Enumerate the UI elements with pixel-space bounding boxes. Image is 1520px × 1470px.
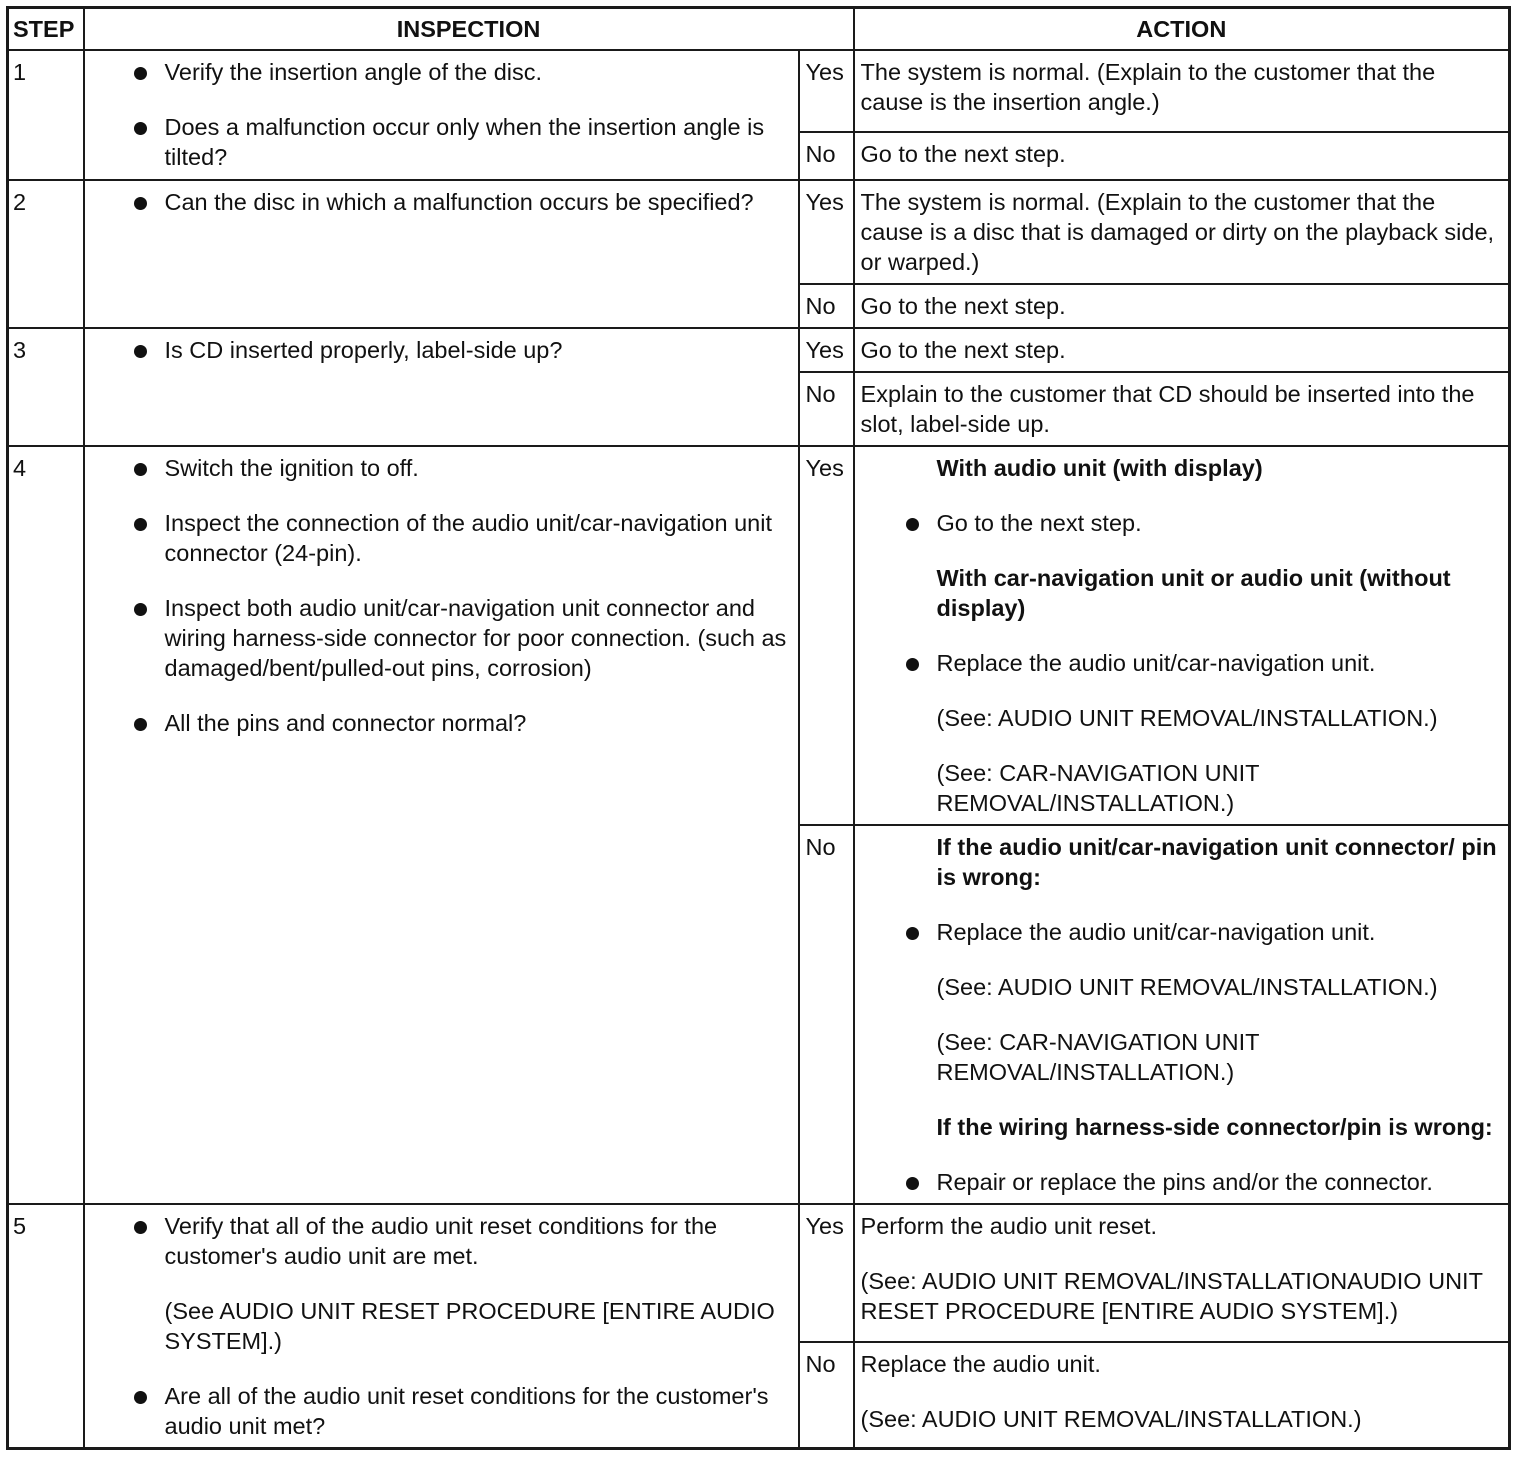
action-heading: If the wiring harness-side connector/pin is wrong: [936, 1114, 1493, 1140]
list-item: Replace the audio unit/car-navigation unit. [861, 648, 1501, 678]
yes-label: Yes [799, 446, 854, 825]
step-number: 4 [8, 446, 84, 1204]
bullet-icon [134, 463, 147, 476]
bullet-icon [906, 927, 919, 940]
list-item: Inspect both audio unit/car-navigation unit connector and wiring harness-side connector for poor connection. (such as damaged/bent/pulled-out pins, corrosion) [85, 593, 788, 683]
no-action [854, 825, 1510, 1204]
inspection-cell [84, 1204, 799, 1449]
table-row [8, 180, 1510, 284]
reference-text: (See: CAR-NAVIGATION UNIT REMOVAL/INSTALLATION.) [936, 1029, 1260, 1085]
step-number: 2 [8, 180, 84, 328]
table-row [8, 1204, 1510, 1342]
table-row [8, 446, 1510, 825]
bullet-icon [134, 345, 147, 358]
no-label: No [799, 132, 854, 180]
list-item: All the pins and connector normal? [85, 708, 788, 738]
action-header: ACTION [854, 8, 1510, 51]
list-item: Replace the audio unit/car-navigation unit. [861, 917, 1501, 947]
bullet-icon [134, 518, 147, 531]
action-text: Perform the audio unit reset. [860, 1213, 1158, 1239]
list-item: Repair or replace the pins and/or the connector. [861, 1167, 1501, 1197]
no-action: Go to the next step. [854, 132, 1510, 180]
step-number: 1 [8, 50, 84, 180]
inspection-cell [84, 180, 799, 328]
inspection-cell [84, 328, 799, 446]
bullet-icon [134, 122, 147, 135]
yes-action: The system is normal. (Explain to the customer that the cause is the insertion angle.) [854, 50, 1510, 132]
bullet-icon [906, 1177, 919, 1190]
bullet-icon [134, 603, 147, 616]
reference-text: (See: AUDIO UNIT REMOVAL/INSTALLATION.) [860, 1406, 1362, 1433]
list-item: Go to the next step. [861, 508, 1501, 538]
reference-text: (See: AUDIO UNIT REMOVAL/INSTALLATIONAUDIO UNIT RESET PROCEDURE [ENTIRE AUDIO SYSTEM].) [860, 1268, 1483, 1324]
header-row [8, 8, 1510, 51]
list-item: Can the disc in which a malfunction occurs be specified? [85, 187, 788, 217]
yes-action: Go to the next step. [854, 328, 1510, 372]
yes-label: Yes [799, 50, 854, 132]
no-label: No [799, 284, 854, 328]
table-row [8, 50, 1510, 132]
bullet-icon [134, 1221, 147, 1234]
inspection-cell [84, 50, 799, 180]
diagnostic-table [6, 6, 1511, 1450]
bullet-icon [906, 658, 919, 671]
no-action: Explain to the customer that CD should be inserted into the slot, label-side up. [854, 372, 1510, 446]
list-item: Verify the insertion angle of the disc. [85, 57, 788, 87]
table-row [8, 328, 1510, 372]
yes-action [854, 446, 1510, 825]
bullet-icon [134, 197, 147, 210]
list-item: Does a malfunction occur only when the insertion angle is tilted? [85, 112, 788, 172]
list-item: Are all of the audio unit reset conditions for the customer's audio unit met? [85, 1381, 788, 1441]
bullet-icon [906, 518, 919, 531]
inspection-cell [84, 446, 799, 1204]
action-text: Replace the audio unit. [860, 1351, 1101, 1378]
no-action [854, 1342, 1510, 1448]
no-label: No [799, 372, 854, 446]
list-item: Switch the ignition to off. [85, 453, 788, 483]
reference-text: (See AUDIO UNIT RESET PROCEDURE [ENTIRE AUDIO SYSTEM].) [164, 1298, 775, 1354]
bullet-icon [134, 1391, 147, 1404]
reference-text: (See: CAR-NAVIGATION UNIT REMOVAL/INSTALLATION.) [936, 760, 1260, 816]
yes-label: Yes [799, 1204, 854, 1342]
no-label: No [799, 825, 854, 1204]
action-heading: With car-navigation unit or audio unit (without display) [936, 565, 1451, 621]
yes-action [854, 1204, 1510, 1342]
reference-text: (See: AUDIO UNIT REMOVAL/INSTALLATION.) [936, 974, 1438, 1000]
action-heading: If the audio unit/car-navigation unit connector/ pin is wrong: [936, 834, 1497, 890]
inspection-header: INSPECTION [84, 8, 854, 51]
bullet-icon [134, 718, 147, 731]
list-item: Verify that all of the audio unit reset conditions for the customer's audio unit are met. [85, 1211, 788, 1271]
list-item: Is CD inserted properly, label-side up? [85, 335, 788, 365]
no-label: No [799, 1342, 854, 1448]
action-heading: With audio unit (with display) [936, 455, 1263, 481]
bullet-icon [134, 67, 147, 80]
step-header: STEP [8, 8, 84, 51]
reference-text: (See: AUDIO UNIT REMOVAL/INSTALLATION.) [936, 705, 1438, 731]
yes-label: Yes [799, 328, 854, 372]
yes-label: Yes [799, 180, 854, 284]
yes-action: The system is normal. (Explain to the customer that the cause is a disc that is damaged or dirty on the playback side, or warped.) [854, 180, 1510, 284]
no-action: Go to the next step. [854, 284, 1510, 328]
step-number: 5 [8, 1204, 84, 1449]
step-number: 3 [8, 328, 84, 446]
list-item: Inspect the connection of the audio unit/car-navigation unit connector (24-pin). [85, 508, 788, 568]
